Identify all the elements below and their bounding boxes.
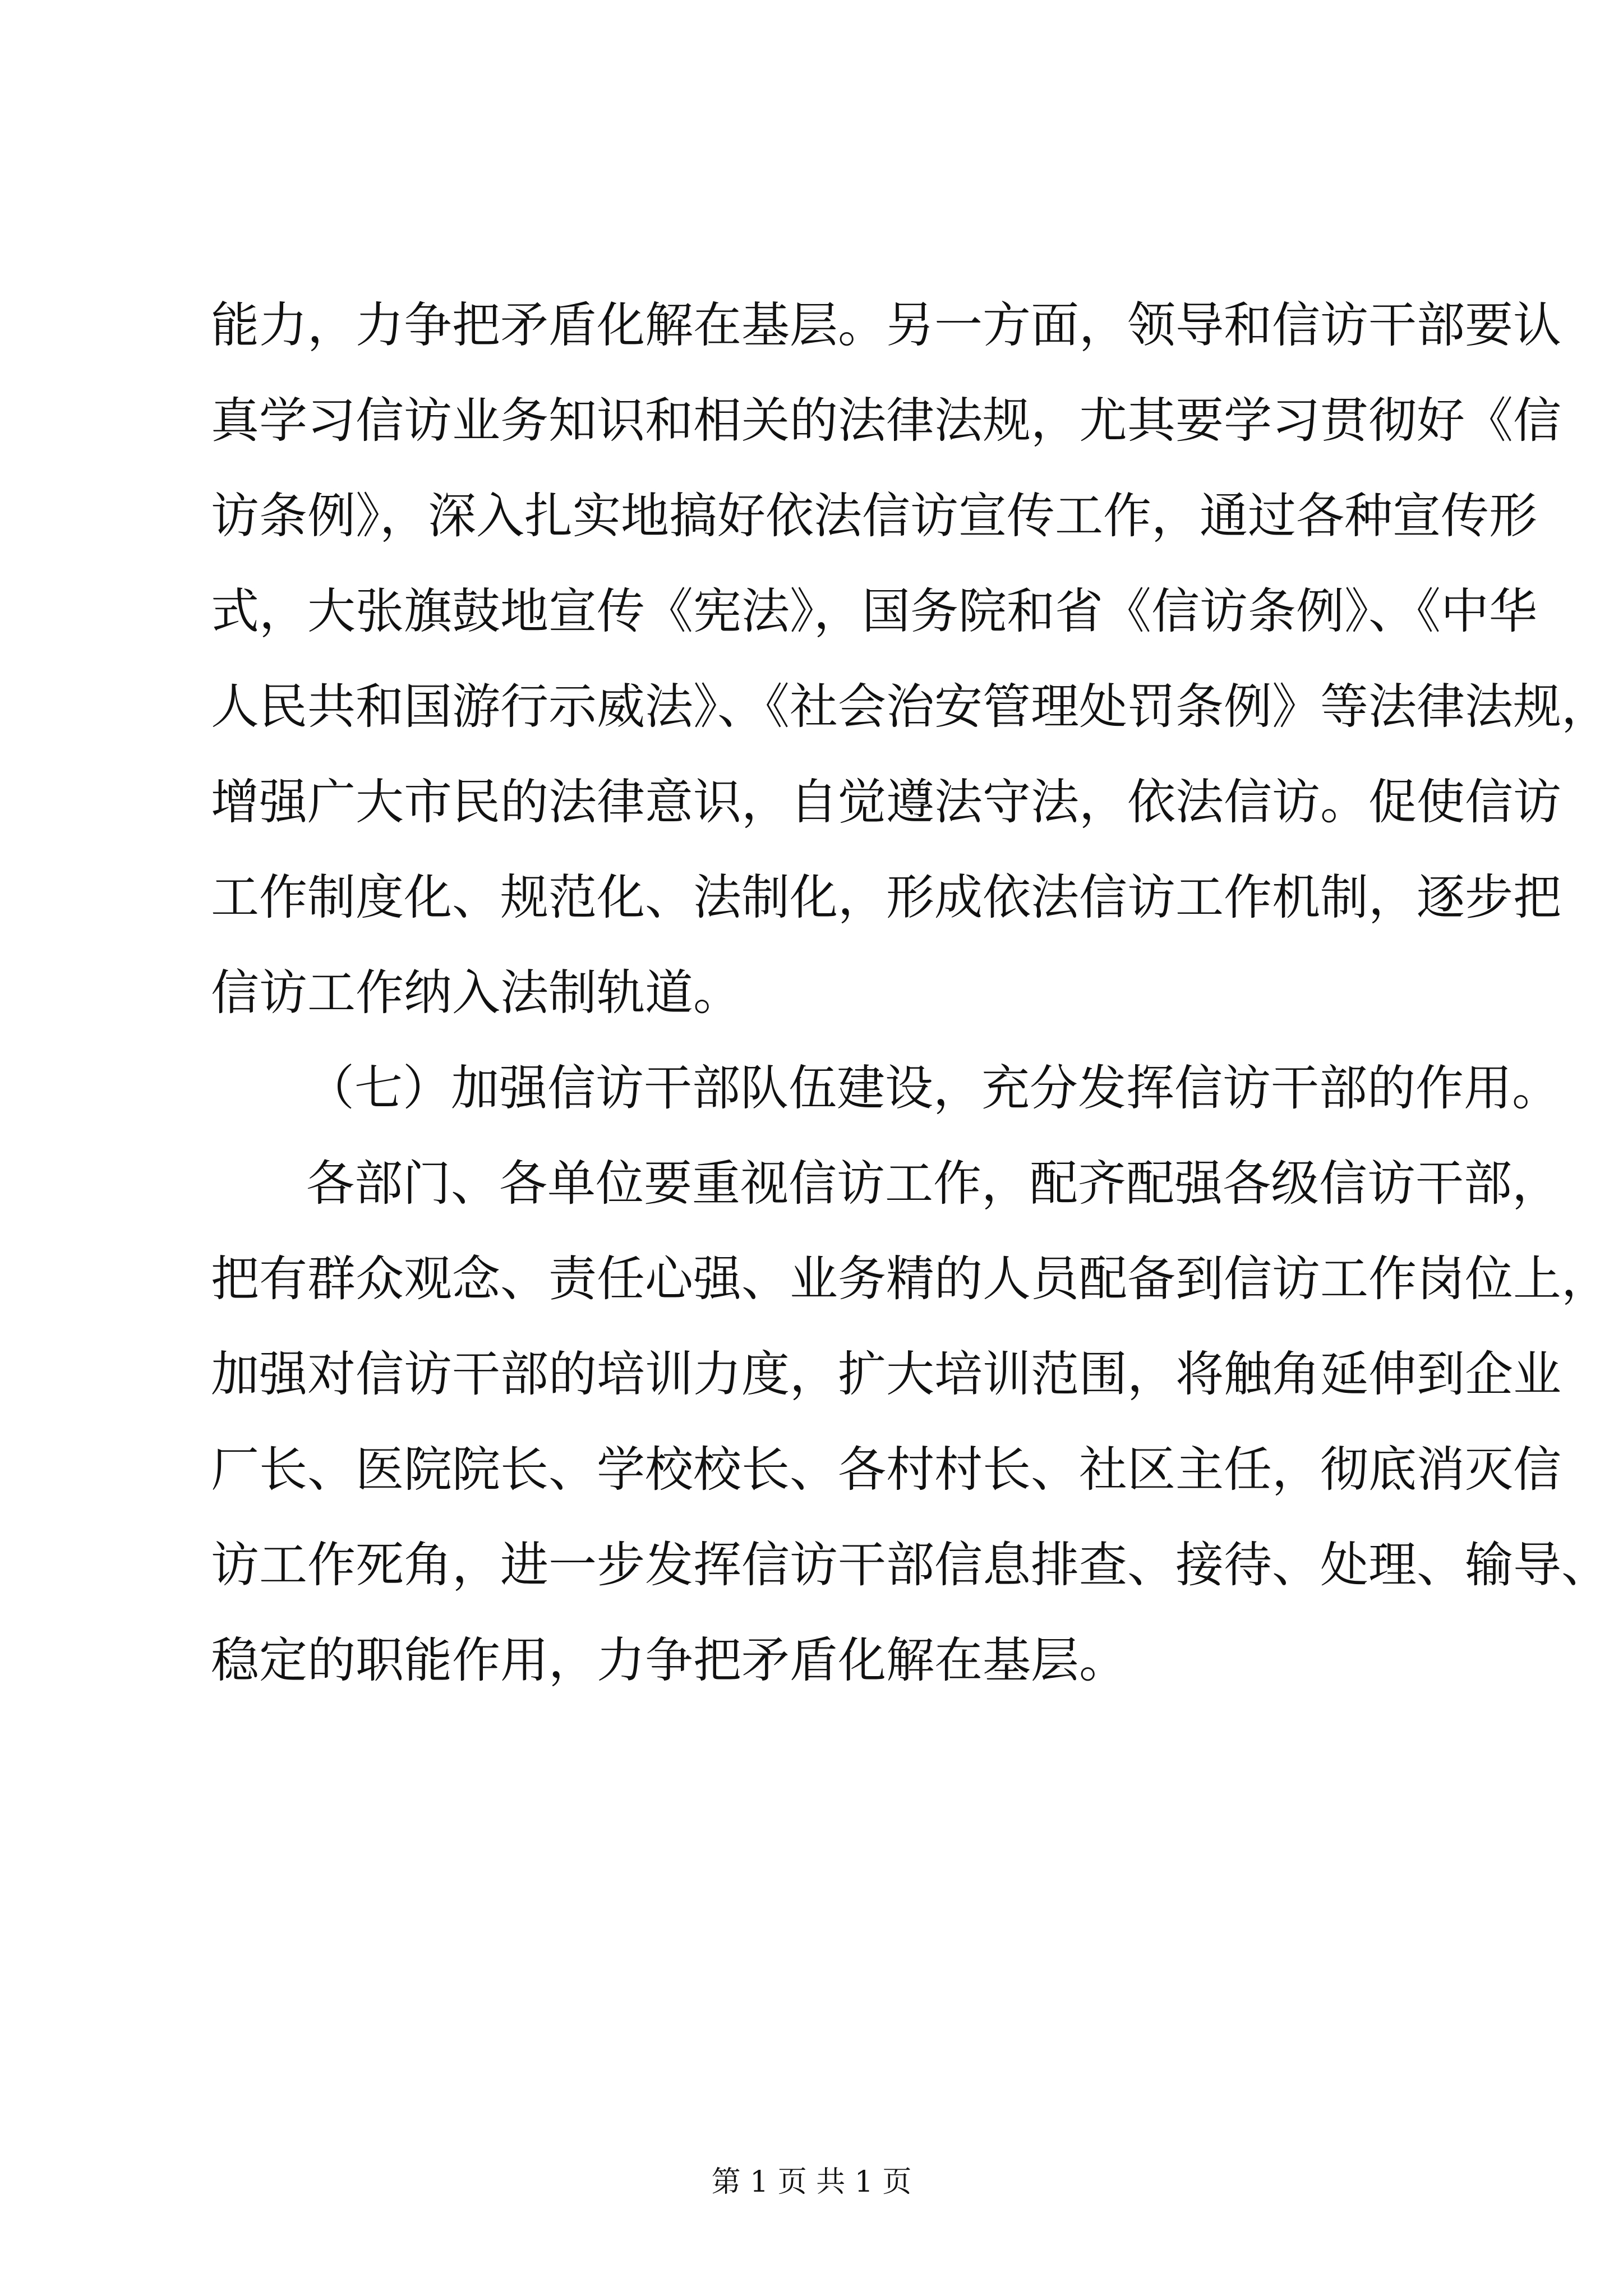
page-footer: 第 1 页 共 1 页 (711, 2165, 912, 2199)
body-text-line: 访工作死角，进一步发挥信访干部信息排查、接待、处理、输导、 (211, 1537, 1610, 1593)
body-text-line: 式，大张旗鼓地宣传《宪法》，国务院和省《信访条例》、《中华 (211, 583, 1537, 639)
body-text-line: 加强对信访干部的培训力度，扩大培训范围，将触角延伸到企业 (211, 1346, 1561, 1402)
section-heading: （七）加强信访干部队伍建设，充分发挥信访干部的作用。 (306, 1060, 1560, 1116)
body-text-line: 真学习信访业务知识和相关的法律法规，尤其要学习贯彻好《信 (211, 393, 1561, 449)
body-text-line: 能力，力争把矛盾化解在基层。另一方面，领导和信访干部要认 (211, 297, 1561, 353)
body-text-line: 把有群众观念、责任心强、业务精的人员配备到信访工作岗位上， (211, 1251, 1610, 1307)
body-text-line: 信访工作纳入法制轨道。 (211, 965, 741, 1021)
body-text-line: 各部门、各单位要重视信访工作，配齐配强各级信访干部， (306, 1156, 1560, 1212)
body-text-line: 厂长、医院院长、学校校长、各村村长、社区主任，彻底消灭信 (211, 1442, 1561, 1498)
body-text-line: 访条例》，深入扎实地搞好依法信访宣传工作，通过各种宣传形 (211, 488, 1537, 544)
body-text-line: 增强广大市民的法律意识，自觉遵法守法，依法信访。促使信访 (211, 774, 1561, 830)
body-text-line: 人民共和国游行示威法》、《社会治安管理处罚条例》等法律法规， (211, 679, 1610, 735)
body-text-line: 稳定的职能作用，力争把矛盾化解在基层。 (211, 1632, 1127, 1688)
body-text-line: 工作制度化、规范化、法制化，形成依法信访工作机制，逐步把 (211, 869, 1561, 926)
